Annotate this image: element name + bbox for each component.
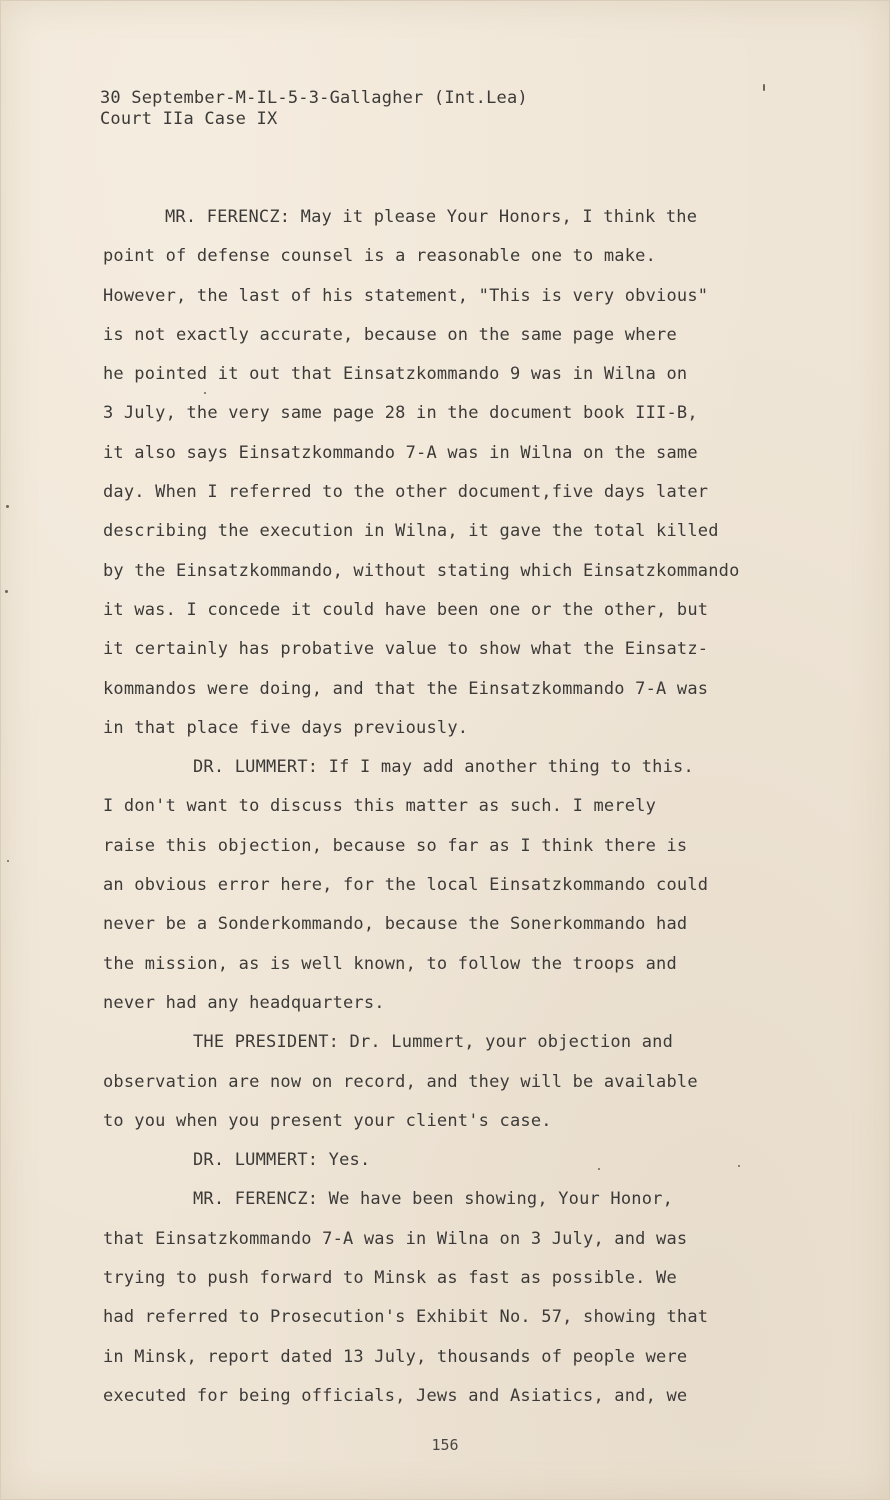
paper-speck [5, 590, 8, 593]
transcript-line: MR. FERENCZ: We have been showing, Your Honor, [193, 1189, 674, 1210]
header-court-case: Court IIa Case IX [100, 109, 278, 129]
transcript-line: trying to push forward to Minsk as fast as possible. We [103, 1268, 677, 1289]
transcript-line: However, the last of his statement, "This is very obvious" [103, 285, 709, 306]
document-header [100, 88, 528, 130]
transcript-line: I don't want to discuss this matter as such. I merely [103, 796, 657, 817]
transcript-line: had referred to Prosecution's Exhibit No. 57, showing that [103, 1307, 709, 1328]
transcript-body [103, 198, 803, 1416]
transcript-line: MR. FERENCZ: May it please Your Honors, I think the [165, 207, 698, 227]
transcript-line: describing the execution in Wilna, it gave the total killed [103, 521, 719, 542]
transcript-line: it was. I concede it could have been one or the other, but [103, 599, 709, 620]
transcript-line: the mission, as is well known, to follow the troops and [103, 953, 677, 974]
transcript-line: THE PRESIDENT: Dr. Lummert, your objection and [193, 1032, 674, 1053]
transcript-line: day. When I referred to the other document,five days later [103, 482, 709, 503]
page-number: 156 [431, 1436, 459, 1454]
transcript-line: never be a Sonderkommando, because the Sonerkommando had [103, 914, 688, 935]
transcript-line: it also says Einsatzkommando 7-A was in Wilna on the same [103, 442, 698, 463]
paper-speck [738, 1165, 740, 1167]
paper-speck [7, 860, 9, 862]
transcript-line: executed for being officials, Jews and Asiatics, and, we [103, 1385, 688, 1406]
transcript-line: kommandos were doing, and that the Einsatzkommando 7-A was [103, 678, 709, 699]
paper-speck [598, 1168, 600, 1170]
transcript-line: in Minsk, report dated 13 July, thousands of people were [103, 1346, 688, 1367]
header-reference: 30 September-M-IL-5-3-Gallagher (Int.Lea) [100, 88, 528, 108]
paper-speck [6, 505, 9, 508]
transcript-line: it certainly has probative value to show what the Einsatz- [103, 639, 709, 660]
transcript-line: DR. LUMMERT: Yes. [193, 1150, 371, 1171]
transcript-line: he pointed it out that Einsatzkommando 9 was in Wilna on [103, 364, 688, 385]
transcript-line: to you when you present your client's case. [103, 1110, 552, 1131]
transcript-line: raise this objection, because so far as I think there is [103, 835, 688, 856]
transcript-line: DR. LUMMERT: If I may add another thing to this. [193, 757, 694, 778]
transcript-line: by the Einsatzkommando, without stating which Einsatzkommando [103, 560, 740, 581]
transcript-line: 3 July, the very same page 28 in the document book III-B, [103, 403, 698, 424]
transcript-line: never had any headquarters. [103, 992, 385, 1013]
transcript-line: an obvious error here, for the local Einsatzkommando could [103, 875, 709, 896]
paper-speck [763, 84, 765, 91]
transcript-line: is not exactly accurate, because on the same page where [103, 324, 677, 345]
transcript-line: observation are now on record, and they will be available [103, 1071, 698, 1092]
transcript-line: in that place five days previously. [103, 717, 469, 738]
transcript-line: that Einsatzkommando 7-A was in Wilna on 3 July, and was [103, 1228, 688, 1249]
paper-speck [204, 392, 206, 394]
transcript-line: point of defense counsel is a reasonable one to make. [103, 246, 657, 267]
